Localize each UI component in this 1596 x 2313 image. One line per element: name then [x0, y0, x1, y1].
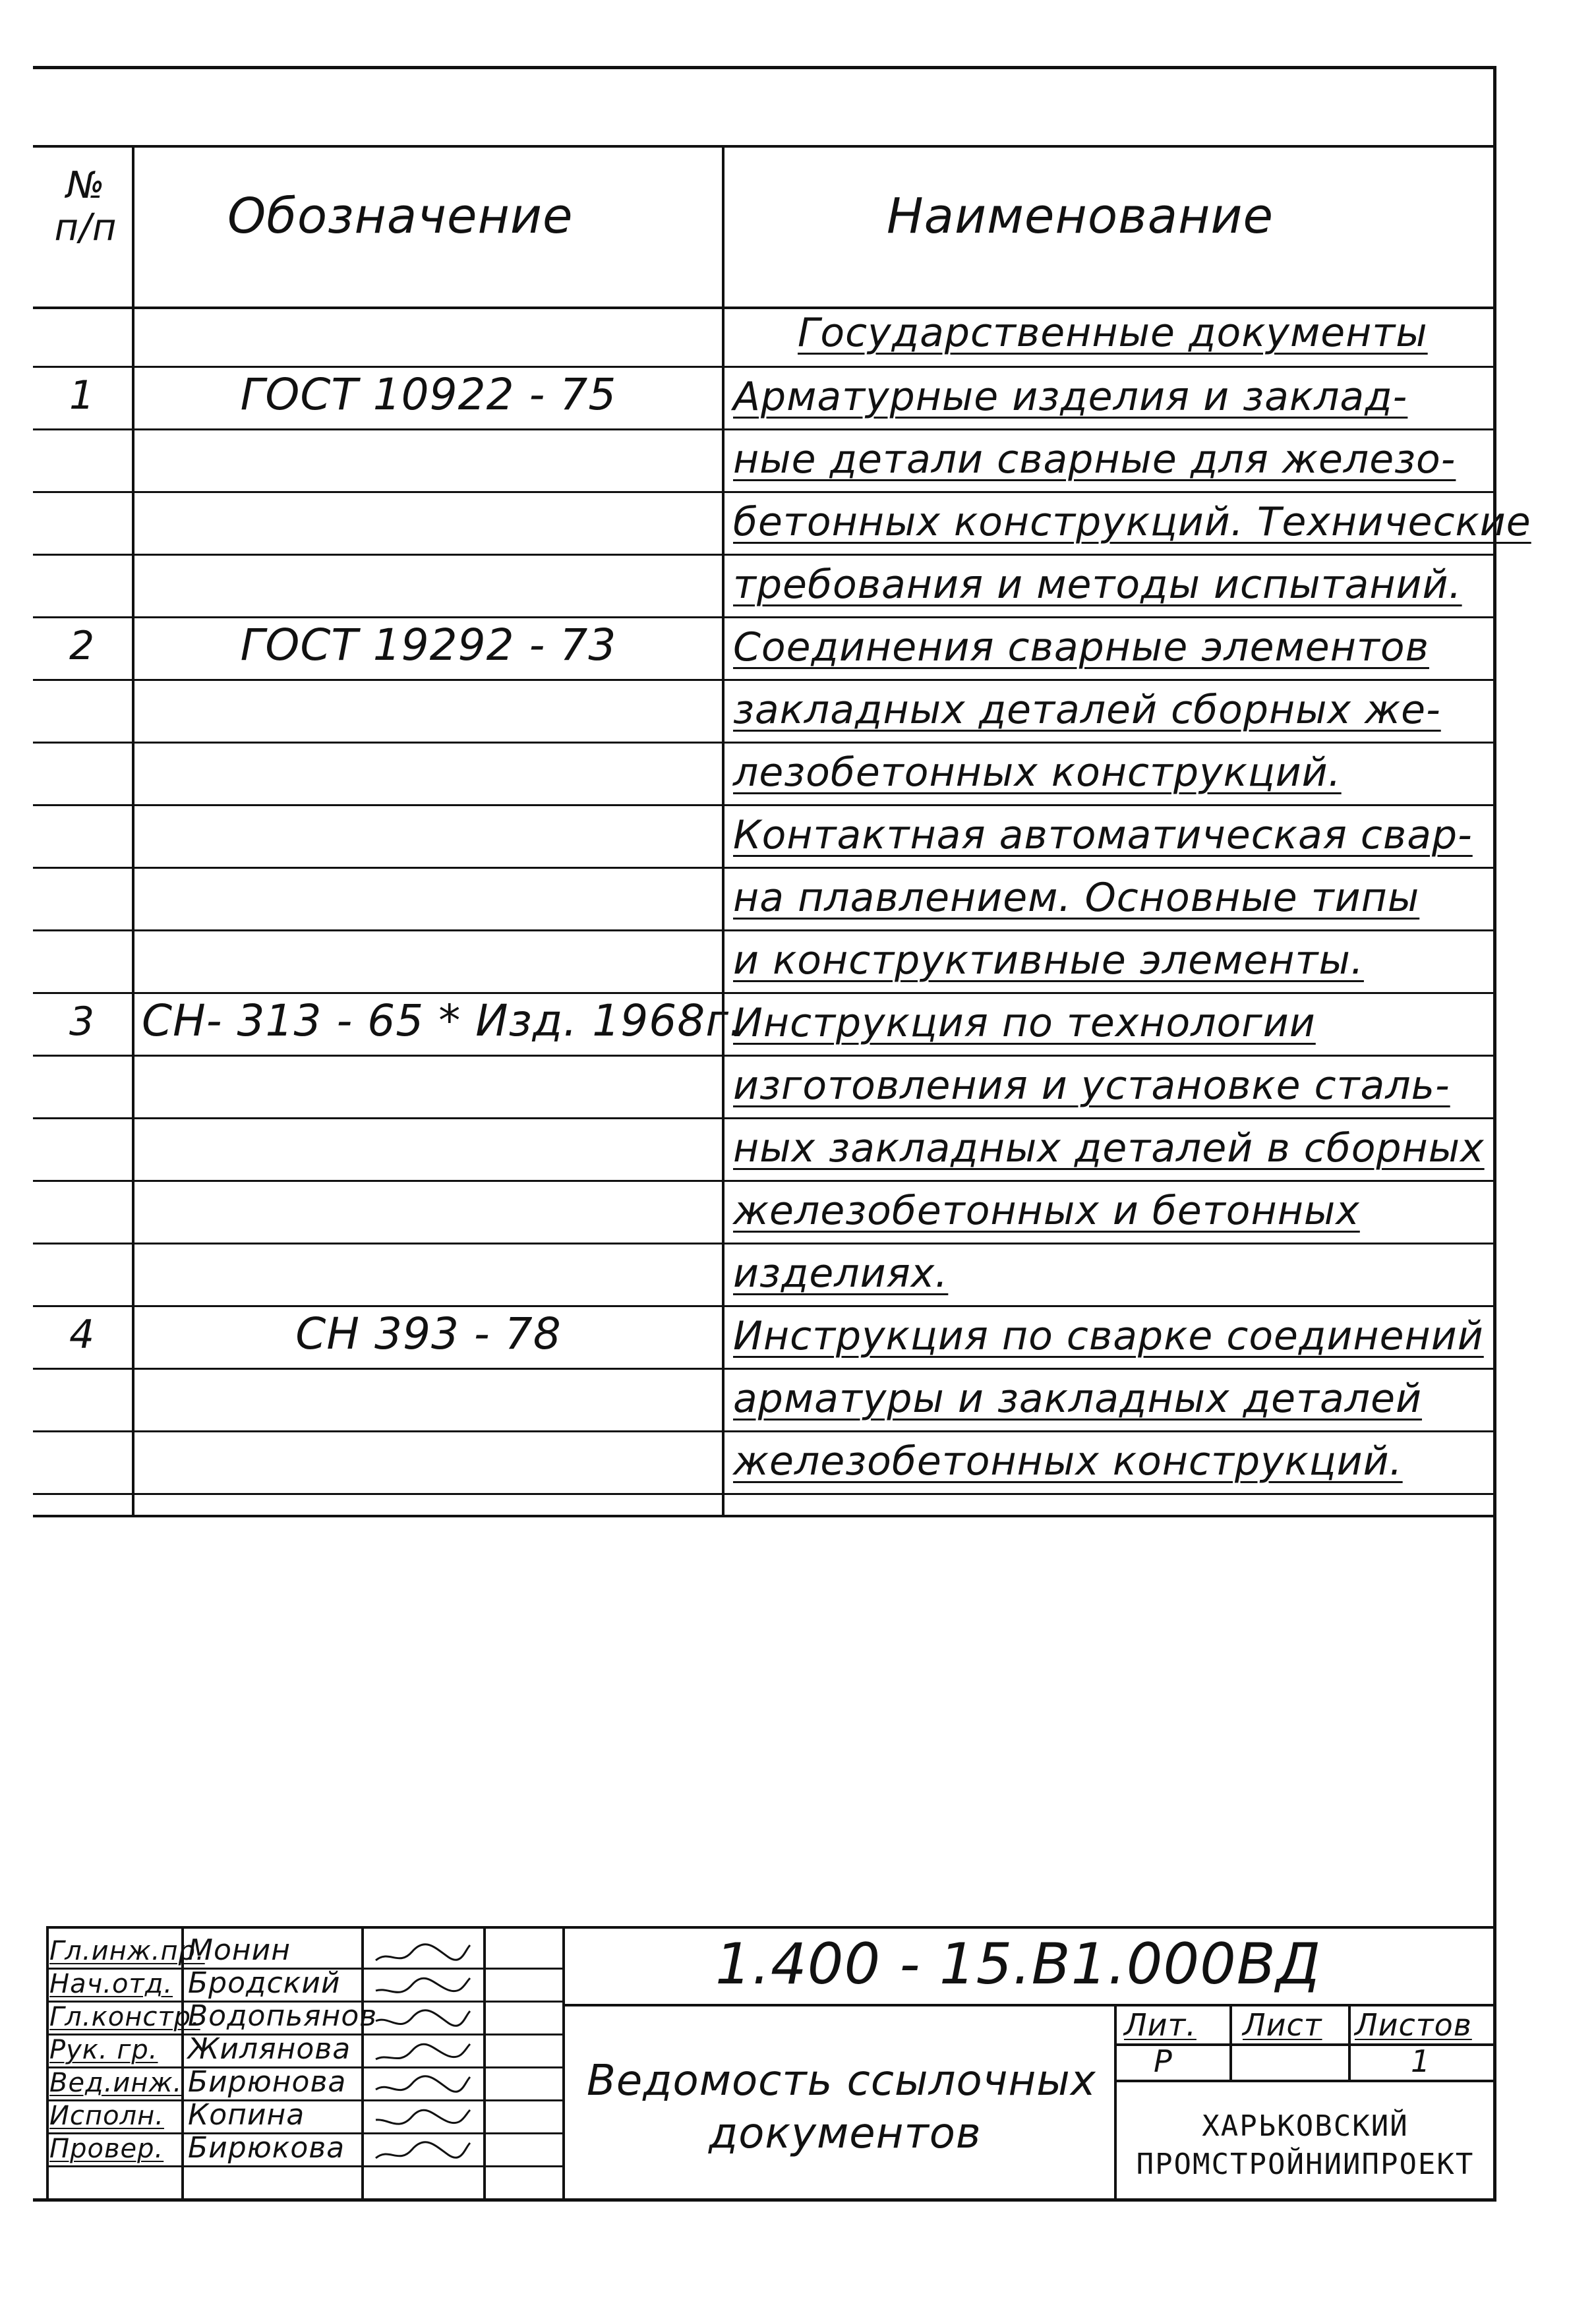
- signature-icon: [372, 2102, 471, 2135]
- sheet-label: Лист: [1243, 2007, 1322, 2043]
- row-line: [33, 1430, 1496, 1432]
- org-name-line-1: ХАРЬКОВСКИЙ: [1202, 2109, 1409, 2143]
- row-line: [33, 679, 1496, 681]
- row-name-line: арматуры и закладных деталей: [733, 1376, 1423, 1422]
- signer-role: Гл.инж.пр.: [49, 1936, 205, 1966]
- header-name: Наименование: [887, 188, 1274, 245]
- signer-row-line: [46, 2165, 562, 2167]
- header-top-line: [33, 145, 1496, 148]
- row-name-line: лезобетонных конструкций.: [733, 749, 1342, 796]
- sheets-value: 1: [1411, 2043, 1431, 2079]
- row-line: [33, 1305, 1496, 1307]
- row-name-line: изготовления и установке сталь-: [733, 1063, 1450, 1109]
- row-line: [33, 1243, 1496, 1244]
- signer-name: Бирюкова: [188, 2131, 345, 2165]
- row-line: [33, 804, 1496, 806]
- section-title: Государственные документы: [798, 310, 1428, 356]
- header-designation: Обозначение: [227, 188, 574, 245]
- row-name-line: Инструкция по технологии: [733, 1000, 1316, 1046]
- row-name-line: на плавлением. Основные типы: [733, 875, 1420, 921]
- signature-icon: [372, 1970, 471, 2003]
- col-divider-1: [132, 145, 134, 1516]
- row-number: 4: [69, 1312, 96, 1358]
- tb-code-bottom: [562, 2004, 1496, 2006]
- header-num: № п/п: [54, 164, 117, 249]
- signature-icon: [372, 2036, 471, 2069]
- row-line: [33, 1493, 1496, 1495]
- row-designation: СН 393 - 78: [295, 1308, 562, 1359]
- signer-name: Жилянова: [188, 2032, 351, 2066]
- signer-name: Монин: [188, 1933, 291, 1967]
- tb-meta-line-2: [1114, 2080, 1496, 2082]
- signer-role: Рук. гр.: [49, 2035, 158, 2065]
- row-name-line: закладных деталей сборных же-: [733, 687, 1441, 733]
- row-name-line: требования и методы испытаний.: [733, 562, 1462, 608]
- tb-top-line: [46, 1926, 1496, 1929]
- signature-icon: [372, 2003, 471, 2036]
- row-line: [33, 366, 1496, 368]
- doc-title-line-1: Ведомость ссылочных: [587, 2057, 1096, 2105]
- row-line: [33, 1117, 1496, 1119]
- table-bottom-line: [33, 1515, 1496, 1517]
- signer-name: Копина: [188, 2098, 305, 2132]
- signature-icon: [372, 1937, 471, 1970]
- signature-icon: [372, 2069, 471, 2102]
- row-line: [33, 554, 1496, 556]
- row-line: [33, 929, 1496, 931]
- signer-role: Провер.: [49, 2134, 164, 2164]
- row-name-line: и конструктивные элементы.: [733, 937, 1364, 983]
- row-line: [33, 742, 1496, 744]
- signer-name: Бродский: [188, 1966, 341, 2000]
- lit-label: Лит.: [1124, 2007, 1197, 2043]
- row-name-line: железобетонных и бетонных: [733, 1188, 1360, 1234]
- doc-code: 1.400 - 15.В1.000ВД: [715, 1931, 1322, 1997]
- row-number: 2: [69, 623, 96, 669]
- row-line: [33, 867, 1496, 869]
- col-divider-2: [722, 145, 724, 1516]
- row-designation: ГОСТ 10922 - 75: [240, 369, 617, 420]
- row-name-line: железобетонных конструкций.: [733, 1438, 1403, 1484]
- row-line: [33, 1055, 1496, 1057]
- row-line: [33, 491, 1496, 493]
- row-designation: ГОСТ 19292 - 73: [240, 620, 617, 670]
- org-name-line-2: ПРОМСТРОЙНИИПРОЕКТ: [1136, 2148, 1475, 2181]
- row-line: [33, 428, 1496, 430]
- tb-col-date: [562, 1926, 565, 2202]
- row-name-line: Инструкция по сварке соединений: [733, 1313, 1484, 1359]
- signer-role: Вед.инж.: [49, 2068, 183, 2098]
- lit-value: Р: [1154, 2043, 1173, 2079]
- signature-icon: [372, 2135, 471, 2168]
- row-name-line: изделиях.: [733, 1250, 949, 1297]
- sheets-label: Листов: [1355, 2007, 1472, 2043]
- doc-title-line-2: документов: [709, 2109, 982, 2158]
- row-name-line: Соединения сварные элементов: [733, 624, 1429, 670]
- signer-role: Исполн.: [49, 2101, 164, 2131]
- header-bottom-line: [33, 307, 1496, 309]
- tb-meta-col-1: [1229, 2004, 1232, 2080]
- signer-role: Нач.отд.: [49, 1969, 173, 1999]
- row-number: 1: [69, 372, 96, 419]
- row-line: [33, 616, 1496, 618]
- tb-meta-col-2: [1348, 2004, 1351, 2080]
- signer-name: Водопьянов: [188, 1999, 378, 2033]
- row-name-line: ных закладных деталей в сборных: [733, 1125, 1485, 1171]
- row-line: [33, 1368, 1496, 1370]
- row-line: [33, 992, 1496, 994]
- row-name-line: бетонных конструкций. Технические: [733, 499, 1531, 545]
- row-designation: СН- 313 - 65 * Изд. 1968г.: [142, 995, 744, 1046]
- row-name-line: Контактная автоматическая свар-: [733, 812, 1473, 858]
- row-name-line: Арматурные изделия и заклад-: [733, 374, 1408, 420]
- row-line: [33, 1180, 1496, 1182]
- row-name-line: ные детали сварные для железо-: [733, 436, 1456, 483]
- row-number: 3: [69, 999, 96, 1045]
- signer-role: Гл.констр.: [49, 2002, 200, 2032]
- signer-name: Бирюнова: [188, 2065, 347, 2099]
